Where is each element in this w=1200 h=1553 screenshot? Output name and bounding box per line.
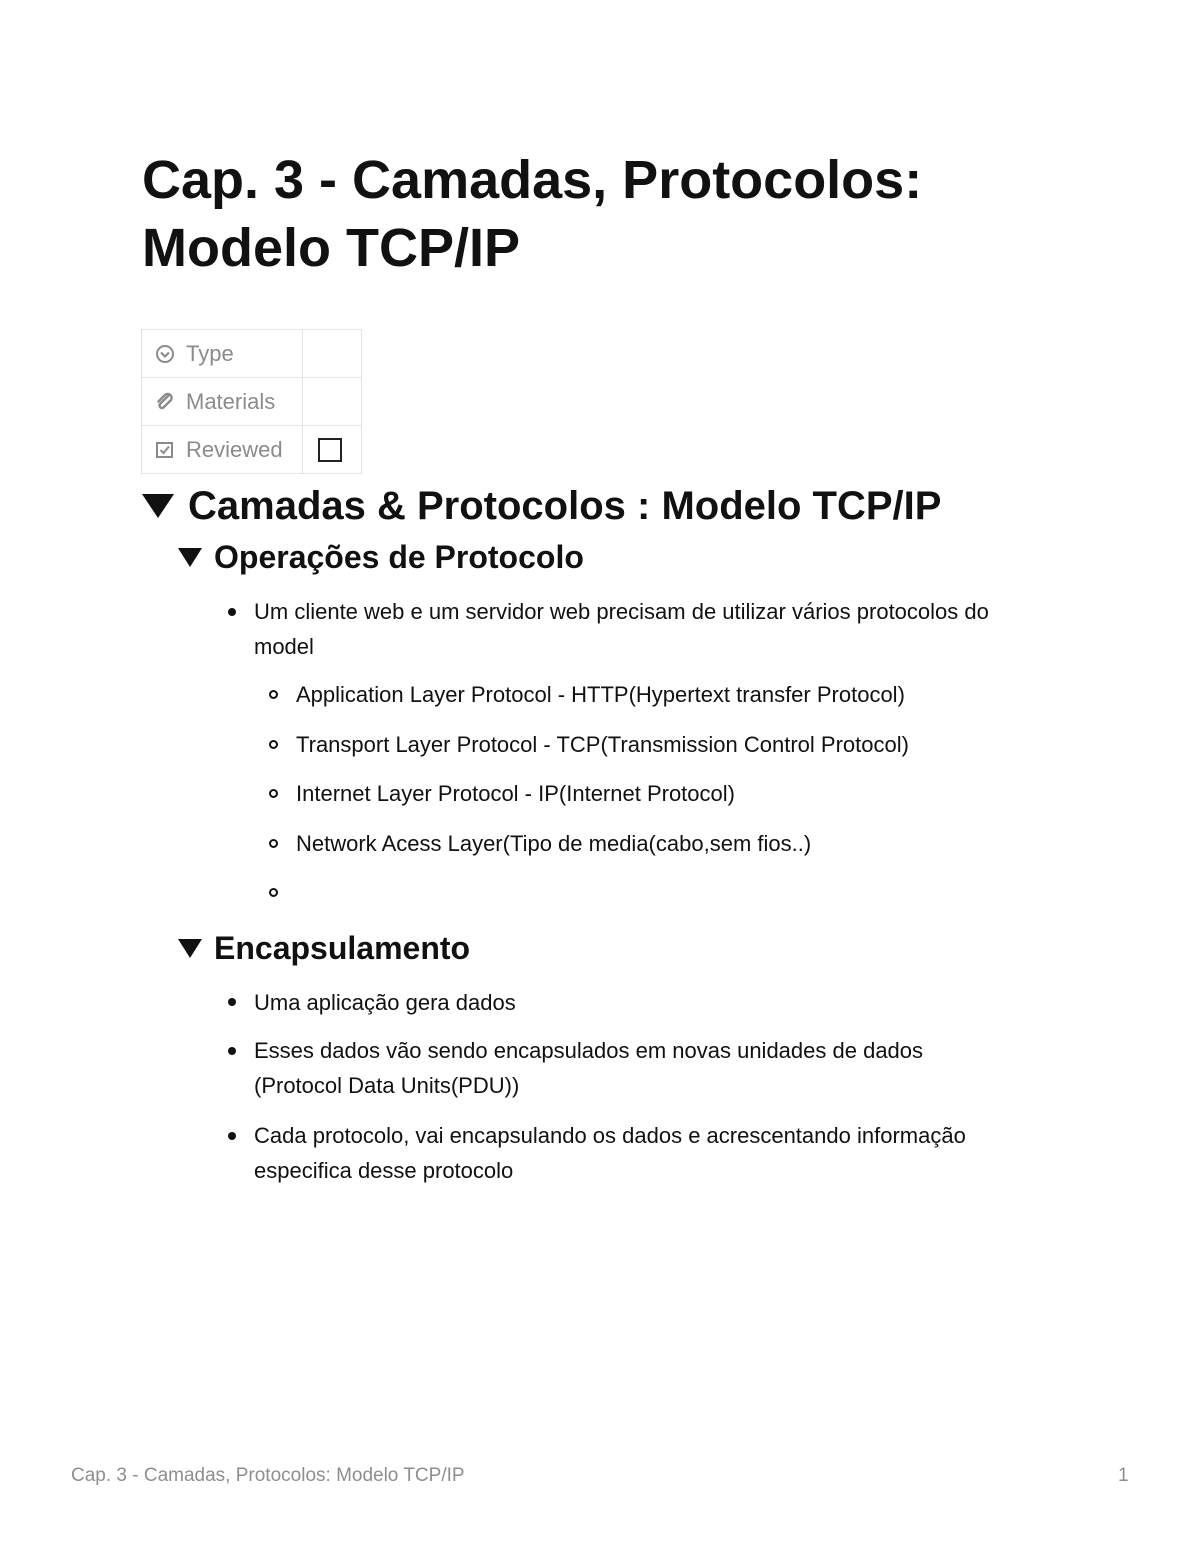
- list-item: Application Layer Protocol - HTTP(Hypertext transfer Protocol): [296, 682, 905, 707]
- property-row-reviewed: [142, 426, 362, 474]
- bullet-circle-icon: [269, 789, 278, 798]
- bullet-dot-icon: [228, 1132, 236, 1140]
- bullet-dot-icon: [228, 608, 236, 616]
- list-item: Um cliente web e um servidor web precisam de utilizar vários protocolos do model: [254, 599, 989, 659]
- list-item: Transport Layer Protocol - TCP(Transmission Control Protocol): [296, 732, 909, 757]
- property-label: Materials: [186, 388, 276, 414]
- chevron-circle-icon: [155, 344, 175, 364]
- materials-value[interactable]: [303, 378, 362, 426]
- list-item: Uma aplicação gera dados: [254, 990, 516, 1015]
- bullet-circle-icon: [269, 690, 278, 699]
- triangle-down-icon[interactable]: [142, 494, 174, 518]
- page-title: Cap. 3 - Camadas, Protocolos: Modelo TCP/IP: [142, 150, 923, 278]
- bullet-dot-icon: [228, 1047, 236, 1055]
- subsection-heading: Encapsulamento: [214, 929, 471, 966]
- checkbox-icon: [155, 440, 175, 460]
- type-value[interactable]: [303, 330, 362, 378]
- property-row-type: [142, 330, 362, 378]
- paperclip-icon: [155, 392, 175, 412]
- toggle-heading-camadas[interactable]: [142, 482, 941, 530]
- triangle-down-icon[interactable]: [178, 939, 202, 958]
- properties-table: [141, 329, 362, 474]
- list-item: Esses dados vão sendo encapsulados em novas unidades de dados (Protocol Data Units(PDU)): [254, 1038, 924, 1098]
- footer-title: Cap. 3 - Camadas, Protocolos: Modelo TCP/IP: [71, 1465, 465, 1486]
- list-item: Internet Layer Protocol - IP(Internet Protocol): [296, 781, 735, 806]
- reviewed-checkbox[interactable]: [318, 438, 342, 462]
- bullet-circle-icon: [269, 740, 278, 749]
- property-label: Reviewed: [186, 436, 283, 462]
- section-heading: Camadas & Protocolos : Modelo TCP/IP: [188, 483, 942, 528]
- toggle-heading-operacoes[interactable]: [178, 537, 584, 577]
- bullet-circle-icon: [269, 839, 278, 848]
- bullet-dot-icon: [228, 998, 236, 1006]
- subsection-heading: Operações de Protocolo: [214, 538, 584, 575]
- list-item: Cada protocolo, vai encapsulando os dados e acrescentando informação especifica desse protocolo: [254, 1123, 966, 1183]
- property-label: Type: [186, 340, 234, 366]
- property-row-materials: [142, 378, 362, 426]
- page-number: 1: [1118, 1465, 1129, 1486]
- list-item: Network Acess Layer(Tipo de media(cabo,sem fios..): [296, 831, 812, 856]
- bullet-circle-icon: [269, 888, 278, 897]
- triangle-down-icon[interactable]: [178, 548, 202, 567]
- toggle-heading-encapsulamento[interactable]: [178, 928, 470, 968]
